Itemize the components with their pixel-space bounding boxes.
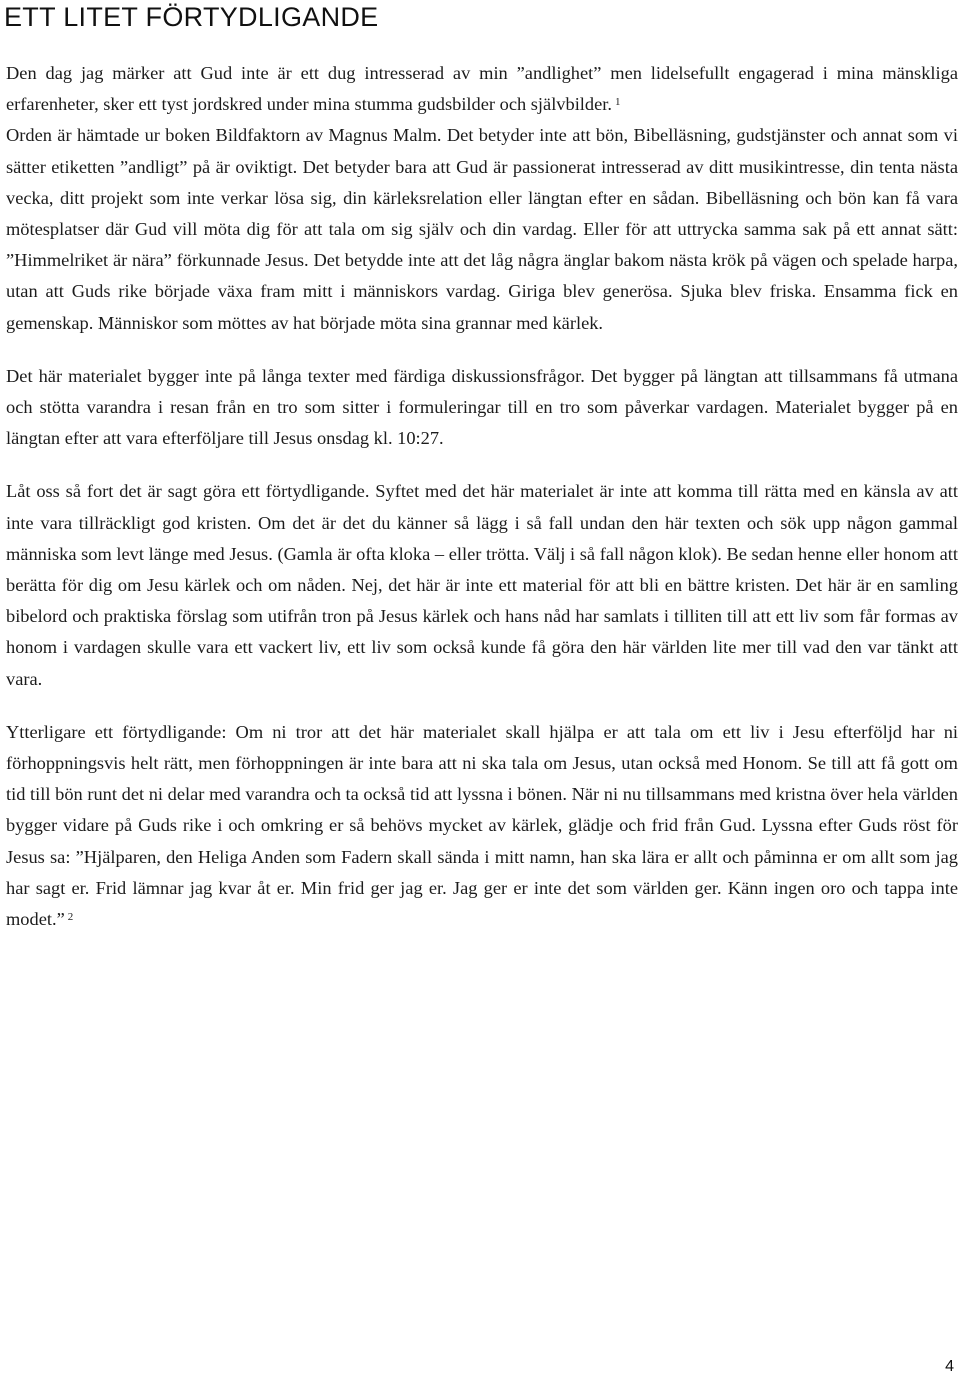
paragraph xyxy=(6,58,958,339)
page-number: 4 xyxy=(945,1358,954,1375)
paragraph-text: Det här materialet bygger inte på långa texter med färdiga diskussionsfrågor. Det bygger på längtan att tillsammans få utmana och stötta varandra i resan från en tro som sitter i formuleringar till en tro som påverkar vardagen. Materialet bygger på en längtan efter att vara efterföljare till Jesus onsdag kl. 10:27. xyxy=(6,365,958,449)
paragraph-text: Orden är hämtade ur boken Bildfaktorn av Magnus Malm. Det betyder inte att bön, Bibelläsning, gudstjänster och annat som vi sätter etiketten ”andligt” på är oviktigt. Det betyder bara att Gud är passionerat intresserad av ditt musikintresse, din tenta nästa vecka, ditt projekt som inte verkar lösa sig, din kärleksrelation eller längtan efter en sådan. Bibelläsning och bön kan få vara mötesplatser där Gud vill möta dig för att tala om sig själv och din vardag. Eller för att uttrycka samma sak på ett annat sätt: ”Himmelriket är nära” förkunnade Jesus. Det betydde inte att det låg några änglar bakom nästa krök på vägen och spelade harpa, utan att Guds rike började växa fram mitt i människors vardag. Giriga blev generösa. Sjuka blev friska. Ensamma fick en gemenskap. Människor som möttes av hat började möta sina grannar med kärlek. xyxy=(6,125,958,333)
paragraph xyxy=(6,476,958,694)
paragraph xyxy=(6,717,958,935)
footnote-marker[interactable]: 2 xyxy=(67,911,74,924)
footnote-marker[interactable]: 1 xyxy=(614,96,621,109)
paragraph-text: Ytterligare ett förtydligande: Om ni tror att det här materialet skall hjälpa er att tala om ett liv i Jesu efterföljd har ni förhoppningsvis helt rätt, men förhoppningen är inte bara att ni ska tala om Jesus, utan också med Honom. Se till att få gott om tid till bön runt det ni delar med varandra och ta också tid att lyssna i bönen. När ni nu tillsammans med kristna över hela världen bygger vidare på Guds rike i och omkring er så behövs mycket av kärlek, glädje och frid från Gud. Lyssna efter Guds röst för Jesus sa: ”Hjälparen, den Heliga Anden som Fadern skall sända i mitt namn, han ska lära er allt och påminna er om allt som jag har sagt er. Frid lämnar jag kvar åt er. Min frid ger jag er. Jag ger er inte det som världen ger. Känn ingen oro och tappa inte modet.” xyxy=(6,721,958,930)
paragraph-text: Låt oss så fort det är sagt göra ett förtydligande. Syftet med det här materialet är inte att komma till rätta med en känsla av att inte vara tillräckligt god kristen. Om det är det du känner så lägg i så fall undan den här texten och sök upp någon gammal människa som levt länge med Jesus. (Gamla är ofta kloka – eller trötta. Välj i så fall någon klok). Be sedan henne eller honom att berätta för dig om Jesu kärlek och om nåden. Nej, det här är inte ett material för att bli en bättre kristen. Det här är en samling bibelord och praktiska förslag som utifrån tron på Jesus kärlek och hans nåd har samlats i tilliten till att ett liv som får formas av honom i vardagen skulle vara ett vackert liv, ett liv som också kunde få göra den här världen lite mer till vad den var tänkt att vara. xyxy=(6,481,958,689)
body-text xyxy=(6,58,958,957)
paragraph xyxy=(6,361,958,455)
paragraph-text: Den dag jag märker att Gud inte är ett dug intresserad av min ”andlighet” men lidelsefullt engagerad i mina mänskliga erfarenheter, sker ett tyst jordskred under mina stumma gudsbilder och självbilder. xyxy=(6,63,958,115)
page-heading: ETT LITET FÖRTYDLIGANDE xyxy=(4,2,379,32)
